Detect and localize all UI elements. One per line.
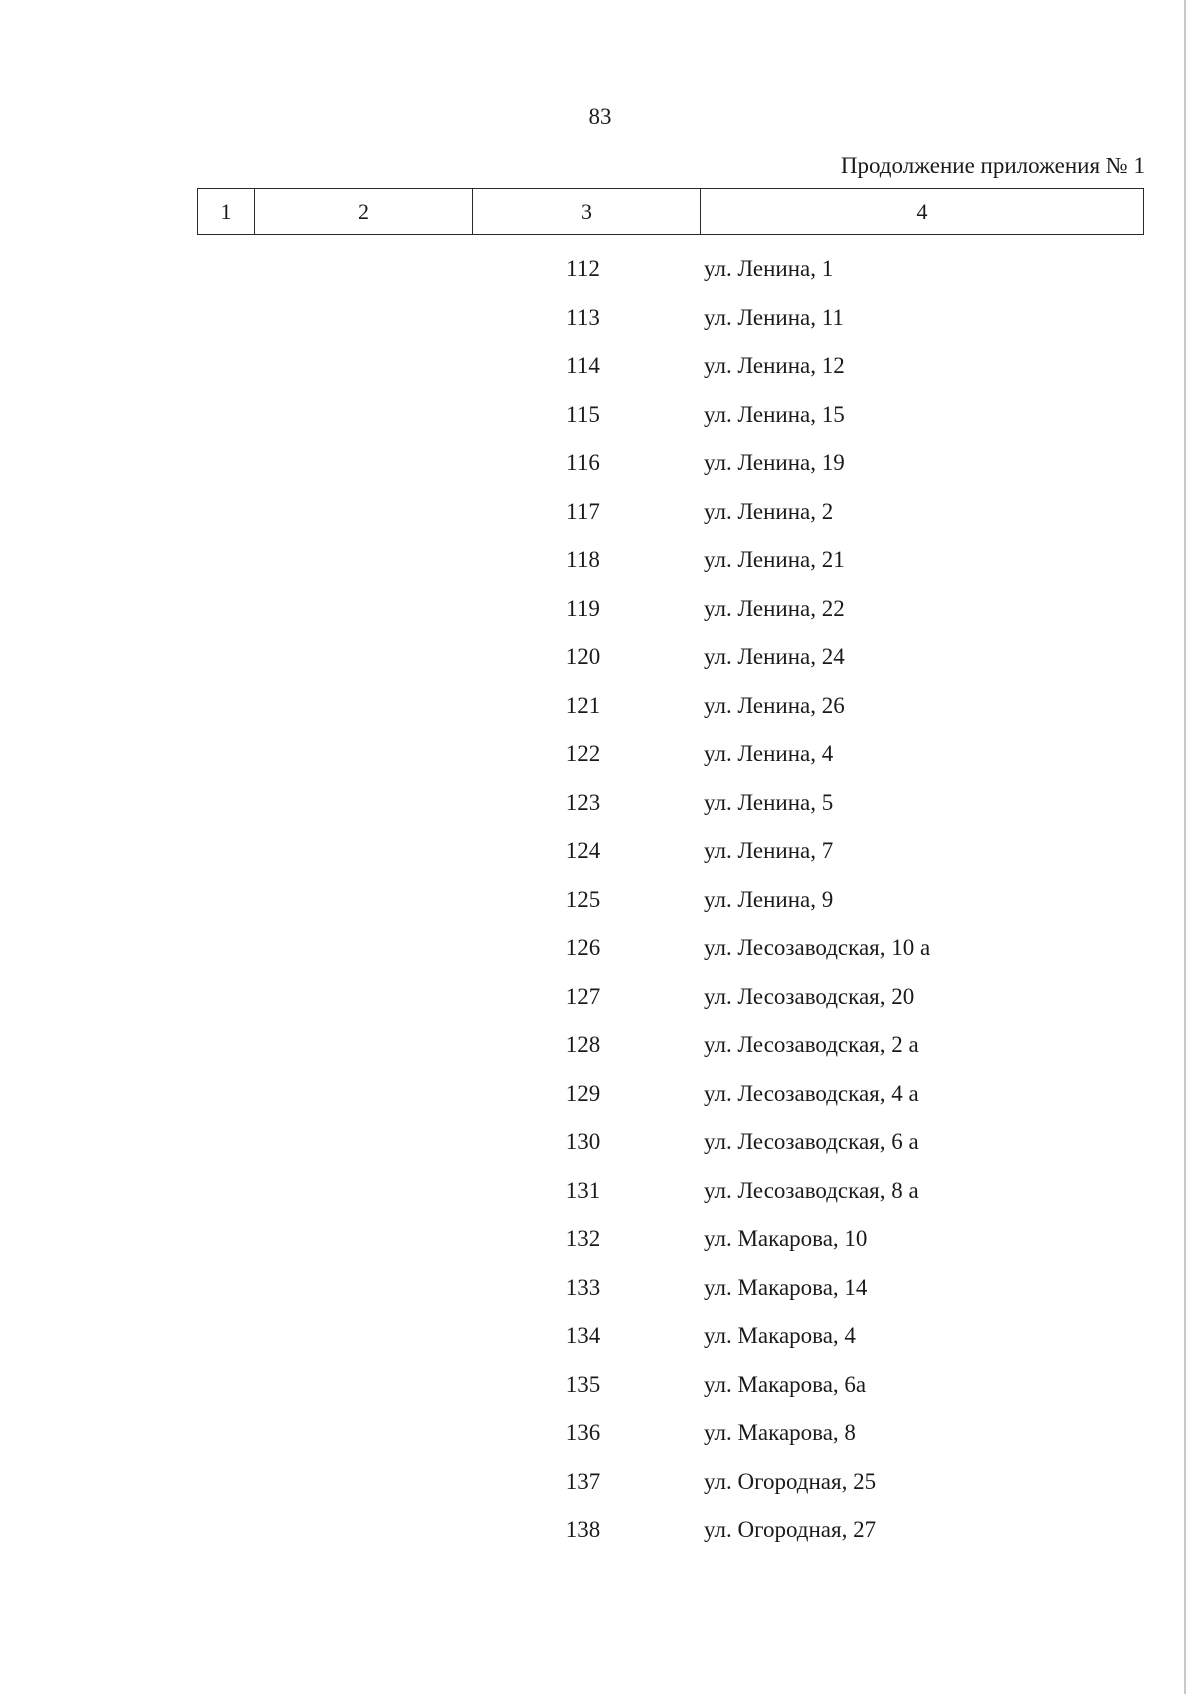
- row-number: 117: [566, 498, 600, 524]
- table-row: [0, 876, 1200, 925]
- table-header-row: [197, 188, 1144, 235]
- row-number: 121: [565, 692, 601, 718]
- row-number: 136: [565, 1420, 601, 1446]
- table-row: [0, 1361, 1200, 1410]
- table-header-cell-2: 2: [255, 189, 473, 234]
- table-row: [0, 1264, 1200, 1313]
- row-address: ул. Макарова, 10: [704, 1226, 868, 1252]
- row-number: 138: [565, 1517, 601, 1543]
- table-row: [0, 924, 1200, 973]
- row-address: ул. Лесозаводская, 6 а: [704, 1129, 919, 1155]
- row-address: ул. Лесозаводская, 10 а: [704, 935, 931, 961]
- table-row: [0, 342, 1200, 391]
- row-address: ул. Огородная, 27: [704, 1517, 877, 1543]
- appendix-caption: Продолжение приложения № 1: [840, 153, 1145, 178]
- row-number: 119: [566, 595, 600, 621]
- row-address: ул. Ленина, 12: [704, 353, 845, 379]
- row-address: ул. Ленина, 21: [704, 547, 845, 573]
- row-address: ул. Макарова, 14: [704, 1274, 868, 1300]
- row-number: 131: [565, 1177, 601, 1203]
- table-row: [0, 1070, 1200, 1119]
- row-number: 120: [565, 644, 601, 670]
- table-body: [0, 245, 1200, 1555]
- row-address: ул. Лесозаводская, 20: [704, 983, 915, 1009]
- row-number: 132: [565, 1226, 601, 1252]
- page-number: 83: [588, 104, 612, 129]
- row-number: 116: [566, 450, 600, 476]
- table-row: [0, 245, 1200, 294]
- row-address: ул. Ленина, 1: [704, 256, 834, 282]
- row-address: ул. Ленина, 2: [704, 498, 834, 524]
- table-row: [0, 1167, 1200, 1216]
- row-number: 126: [565, 935, 601, 961]
- row-number: 112: [566, 256, 600, 282]
- table-row: [0, 294, 1200, 343]
- row-address: ул. Огородная, 25: [704, 1468, 877, 1494]
- row-address: ул. Макарова, 8: [704, 1420, 856, 1446]
- row-number: 124: [565, 838, 601, 864]
- row-address: ул. Макарова, 6а: [704, 1371, 867, 1397]
- table-header-cell-4: 4: [916, 198, 928, 224]
- row-number: 115: [566, 401, 600, 427]
- row-number: 114: [566, 353, 600, 379]
- row-address: ул. Ленина, 7: [704, 838, 834, 864]
- row-address: ул. Ленина, 15: [704, 401, 845, 427]
- row-address: ул. Ленина, 5: [704, 789, 834, 815]
- row-number: 122: [565, 741, 601, 767]
- row-address: ул. Лесозаводская, 8 а: [704, 1177, 919, 1203]
- table-header-cell-1: 1: [198, 189, 255, 234]
- row-number: 137: [565, 1468, 601, 1494]
- row-number: 133: [565, 1274, 601, 1300]
- table-row: [0, 391, 1200, 440]
- row-number: 135: [565, 1371, 601, 1397]
- row-number: 123: [565, 789, 601, 815]
- table-row: [0, 973, 1200, 1022]
- table-row: [0, 1312, 1200, 1361]
- table-row: [0, 1409, 1200, 1458]
- row-address: ул. Ленина, 11: [704, 304, 844, 330]
- row-number: 134: [565, 1323, 601, 1349]
- row-address: ул. Ленина, 26: [704, 692, 845, 718]
- table-row: [0, 1506, 1200, 1555]
- table-row: [0, 1021, 1200, 1070]
- table-row: [0, 488, 1200, 537]
- row-address: ул. Лесозаводская, 4 а: [704, 1080, 919, 1106]
- row-number: 129: [565, 1080, 601, 1106]
- row-number: 125: [565, 886, 601, 912]
- row-address: ул. Макарова, 4: [704, 1323, 856, 1349]
- table-row: [0, 827, 1200, 876]
- row-number: 130: [565, 1129, 601, 1155]
- row-address: ул. Ленина, 22: [704, 595, 845, 621]
- table-row: [0, 439, 1200, 488]
- table-row: [0, 633, 1200, 682]
- row-address: ул. Ленина, 19: [704, 450, 845, 476]
- row-number: 127: [565, 983, 601, 1009]
- table-row: [0, 1215, 1200, 1264]
- table-row: [0, 779, 1200, 828]
- row-number: 128: [565, 1032, 601, 1058]
- table-row: [0, 730, 1200, 779]
- row-address: ул. Лесозаводская, 2 а: [704, 1032, 919, 1058]
- table-row: [0, 585, 1200, 634]
- table-row: [0, 682, 1200, 731]
- row-address: ул. Ленина, 24: [704, 644, 845, 670]
- table-row: [0, 1118, 1200, 1167]
- row-address: ул. Ленина, 9: [704, 886, 834, 912]
- table-header-cell-3: 3: [473, 189, 701, 234]
- table-row: [0, 536, 1200, 585]
- table-row: [0, 1458, 1200, 1507]
- row-number: 113: [566, 304, 600, 330]
- row-address: ул. Ленина, 4: [704, 741, 834, 767]
- row-number: 118: [566, 547, 600, 573]
